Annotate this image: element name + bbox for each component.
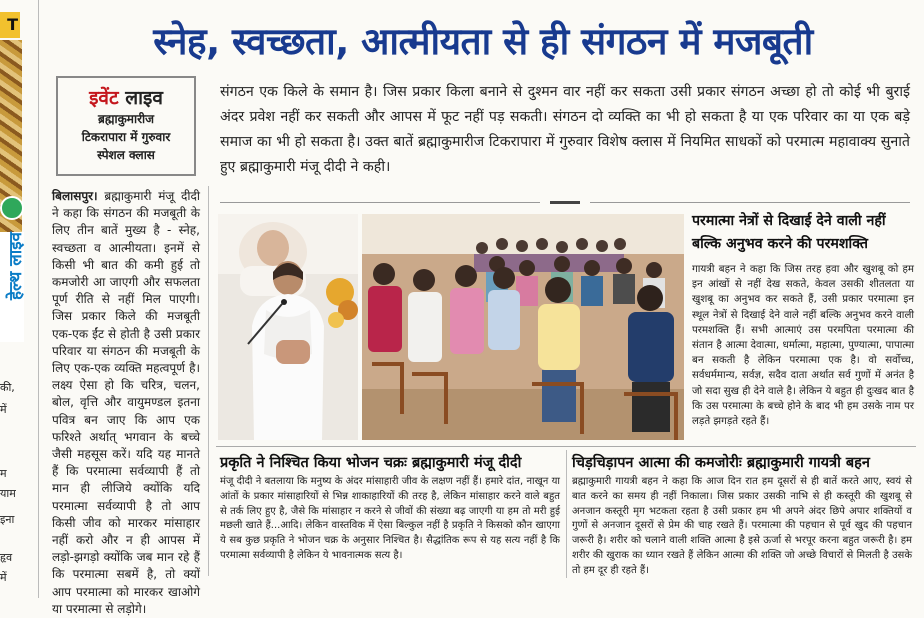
strip-fragment: याम (0, 487, 16, 500)
page-headline: स्नेह, स्वच्छता, आत्मीयता से ही संगठन में मजबूती (153, 20, 813, 63)
strip-fragment: हृव (0, 551, 13, 564)
event-line: ब्रह्माकुमारीज (98, 112, 154, 126)
adjacent-page-strip (0, 0, 42, 598)
strip-vertical-label: हेल्थ लाइव (0, 232, 24, 342)
intro-paragraph: संगठन एक किले के समान है। जिस प्रकार किला बनाने से दुश्मन वार नहीं कर सकता उसी प्रकार संगठन अच्छा हो तो कोई भी बुराई अंदर प्रवेश नहीं कर सकती और आपस में फूट नहीं पड़ सकती। संगठन दो व्यक्ति का भी हो सकता है या एक परिवार का या एक बड़े समाज का भी हो सकता है। उक्त बातें ब्रह्माकुमारीज टिकरापारा में गुरुवार विशेष क्लास में नियमित साधकों को परमात्म महावाक्य सुनाते हुए ब्रह्माकुमारी मंजू दीदी ने कही। (220, 84, 910, 175)
strip-fragment: में (0, 571, 7, 584)
photo-speaker (218, 214, 358, 440)
event-title-black: लाइव (125, 87, 163, 109)
section-divider (216, 446, 916, 447)
bottom-left-body: मंजू दीदी ने बतलाया कि मनुष्य के अंदर मांसाहारी जीव के लक्षण नहीं हैं। हमारे दांत, नाखून या आंतों के प्रकार मांसाहारियों से भिन्न शाकाहारियों की तरह है, लेकिन मांसाहार करने वाले बहुत से तर्क लिए हुए है, जैसे कि मांसाहार न करने से जीवों की संख्या बढ़ जाएगी या हम तो मरी हुई मछली खाते हैं...आदि। लेकिन वास्तविक में ऐसा बिल्कुल नहीं है प्रकृति ने किसको कौन खाएगा ये सब कुछ प्रकृति ने भोजन चक्र के अनुसार निश्चित है। सैद्धांतिक रूप से यह सत्य नहीं है कि परमात्मा सर्वव्यापी है लेकिन ये भावनात्मक सत्य है। (220, 476, 560, 561)
left-article-text: ब्रह्माकुमारी मंजू दीदी ने कहा कि संगठन की मजबूती के लिए तीन बातें मुख्य है - स्नेह, स्वच्छता व आत्मीयता। इनमें से किसी भी बात की कमी हुई तो कमजोरी आ जाएगी और सफलता पूर्ण रीति से नहीं मिल पाएगी। जिस प्रकार किले की मजबूती एक-एक ईंट से होती है उसी प्रकार परिवार या संगठन की मजबूती के लिए एक-एक व्यक्ति महत्वपूर्ण है। लक्ष्य ऐसा हो कि चरित्र, चलन, बोल, वृत्ति और वायुमण्डल इतना पवित्र बन जाए कि आप एक फरिश्ते अर्थात् भगवान के बच्चे जैसी महसूस करें। यदि यह मानते हैं कि परमात्मा सर्वव्यापी हैं तो मान ही लीजिये क्योंकि यदि परमात्मा सर्वव्यापी है तो आप किसी जीव को मारकर मांसाहार नहीं करो और न ही आपस में लड़ो-झगड़ो क्योंकि जब मान रहे हैं कि परमात्मा सबमें है, तो क्यों आप परमात्मा को मारकर खाओगे या परमात्मा से लड़ोगे। (52, 189, 200, 616)
event-title-red: इवेंट (89, 87, 119, 109)
strip-fragment: में (0, 403, 7, 416)
right-article-body: गायत्री बहन ने कहा कि जिस तरह हवा और खुशबू को हम इन आंखों से नहीं देख सकते, केवल उसकी शीतलता या खुशबू का अनुभव कर सकते हैं, उसी प्रकार परमात्मा इन स्थूल नेत्रों से दिखाई देने वाले नहीं बल्कि अनुभव करने वाली परमशक्ति हैं। सभी आत्माएं उस परमपिता परमात्मा की संतान है आत्मा देवात्मा, धर्मात्मा, महात्मा, पुण्यात्मा, पापात्मा बन सकती है लेकिन परमात्मा एक है। वो सर्वोच्च, सर्वधर्ममान्य, सर्वज्ञ, सदैव दाता अर्थात सर्व गुणों में अनंत है जो सदा सुख ही देने वाले है। लेकिन ये बहुत ही दुःखद बात है कि उस परमात्मा के बच्चे होने के बाद भी हम उसके नाम पर लड़ते झगड़ते रहते हैं। (692, 264, 914, 428)
bottom-left-title: प्रकृति ने निश्चित किया भोजन चक्रः ब्रह्माकुमारी मंजू दीदी (220, 455, 522, 471)
strip-fragment: म (0, 467, 7, 480)
event-title (62, 84, 190, 110)
photo-audience (362, 214, 684, 440)
strip-fragment: की, (0, 381, 15, 394)
bottom-right-body: ब्रह्माकुमारी गायत्री बहन ने कहा कि आज दिन रात हम दूसरों से ही बातें करते आए, स्वयं से बात करने का समय ही नहीं निकाला। जिस प्रकार उसकी नाभि से ही कस्तूरी की खुशबू से अनजान कस्तूरी मृग भटकता रहता है उसी प्रकार हम भी अपने अंदर छिपे अपार शक्तियों व गुणों से अनजान दूसरों से प्रेम की चाह रखते हैं। परमात्मा की पहचान से पूर्व खुद की पहचान जरूरी है। शरीर को चलाने वाली शक्ति आत्मा है इसे ऊर्जा से भरपूर करना बहुत जरूरी है। हम शरीर की खुराक का ध्यान रखते हैं लेकिन आत्मा की शक्ति जो अच्छे विचारों से मिलती है उसके तो हम दूर ही रहते हैं। (572, 476, 912, 576)
column-divider (566, 450, 567, 578)
event-live-box (56, 76, 196, 176)
event-line: स्पेशल क्लास (97, 148, 155, 162)
right-article-title: परमात्मा नेत्रों से दिखाई देने वाली नहीं बल्कि अनुभव करने की परमशक्ति (692, 213, 886, 252)
section-divider (220, 198, 910, 208)
column-divider (208, 186, 209, 576)
event-line: टिकरापारा में गुरुवार (81, 130, 171, 144)
column-divider (38, 0, 39, 598)
strip-fragment: इना (0, 513, 15, 526)
bottom-right-title: चिड़चिड़ापन आत्मा की कमजोरीः ब्रह्माकुमारी गायत्री बहन (572, 455, 870, 471)
strip-tag: T (0, 12, 20, 38)
leaf-icon (0, 196, 24, 220)
dateline: बिलासपुर। (52, 189, 98, 203)
left-article-body (52, 188, 200, 618)
